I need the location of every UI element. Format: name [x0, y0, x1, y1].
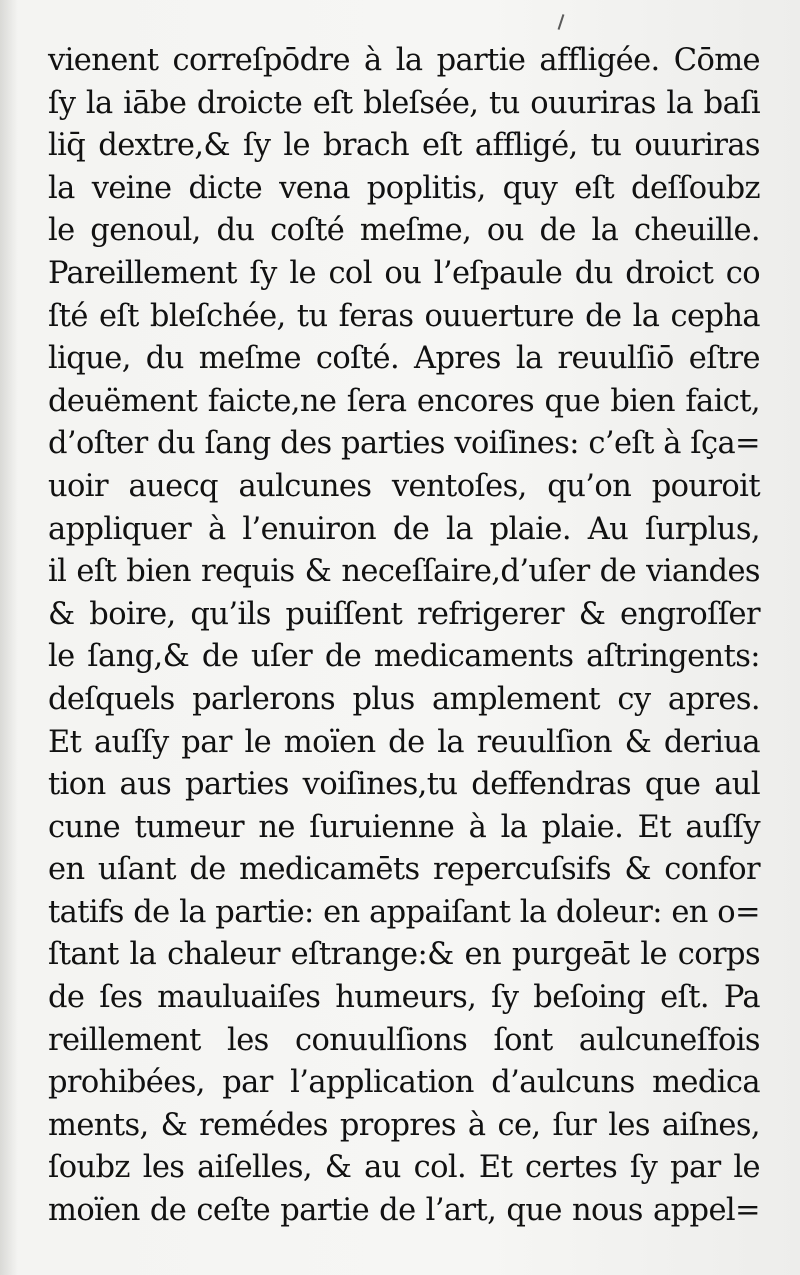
- text-line: la veine dicte vena poplitis, quy eſt deſſoubz: [48, 170, 760, 206]
- text-line: tatifs de la partie: en appaiſant la doleur: en o=: [48, 894, 760, 930]
- text-line: tion aus parties voiſines,tu deffendras que aul: [48, 767, 760, 803]
- text-line: deuëment faicte,ne ſera encores que bien faict,: [48, 383, 760, 419]
- text-line: ſoubz les aiſelles, & au col. Et certes ſy par le: [48, 1150, 760, 1186]
- text-block: [48, 40, 760, 1233]
- text-line: lique, du meſme coſté. Apres la reuulſiō eſtre: [48, 341, 760, 377]
- text-line: ſy la iābe droicte eſt bleſsée, tu ouuriras la baſi: [48, 85, 760, 121]
- text-line: Et auſſy par le moïen de la reuulſion & deriua: [48, 724, 760, 760]
- text-line: de ſes mauluaiſes humeurs, ſy beſoing eſt. Pa: [48, 980, 760, 1016]
- text-line: vienent correſpōdre à la partie affligée. Cōme: [48, 43, 760, 78]
- text-line: le ſang,& de uſer de medicaments aſtringents:: [48, 639, 760, 675]
- text-line: ſté eſt bleſchée, tu feras ouuerture de la cepha: [48, 298, 760, 334]
- text-line: & boire, qu’ils puiſſent refrigerer & engroſſer: [48, 596, 760, 632]
- text-line: deſquels parlerons plus amplement cy apres.: [48, 681, 760, 717]
- text-line: cune tumeur ne ſuruienne à la plaie. Et auſſy: [48, 809, 760, 845]
- text-line: il eſt bien requis & neceſſaire,d’uſer de viandes: [48, 554, 760, 590]
- text-line: liq̄ dextre,& ſy le brach eſt affligé, tu ouuriras: [48, 128, 760, 164]
- text-line: d’oſter du ſang des parties voiſines: c’eſt à ſça=: [48, 426, 760, 462]
- text-line: en uſant de medicamēts repercuſsifs & confor: [48, 852, 760, 888]
- text-line: uoir auecq aulcunes ventoſes, qu’on pouroit: [48, 468, 760, 504]
- text-line: moïen de ceſte partie de l’art, que nous appel=: [48, 1193, 760, 1229]
- text-line: prohibées, par l’application d’aulcuns medica: [48, 1065, 760, 1101]
- text-line: reillement les conuulſions ſont aulcuneſfois: [48, 1022, 760, 1058]
- text-line: ments, & remédes propres à ce, ſur les aiſnes,: [48, 1107, 760, 1143]
- text-line: le genoul, du coſté meſme, ou de la cheuille.: [48, 213, 760, 249]
- text-line: ſtant la chaleur eſtrange:& en purgeāt le corps: [48, 937, 760, 973]
- text-line: Pareillement ſy le col ou l’eſpaule du droict co: [48, 255, 760, 291]
- text-line: appliquer à l’enuiron de la plaie. Au ſurplus,: [48, 511, 760, 547]
- ink-mark: [558, 14, 565, 30]
